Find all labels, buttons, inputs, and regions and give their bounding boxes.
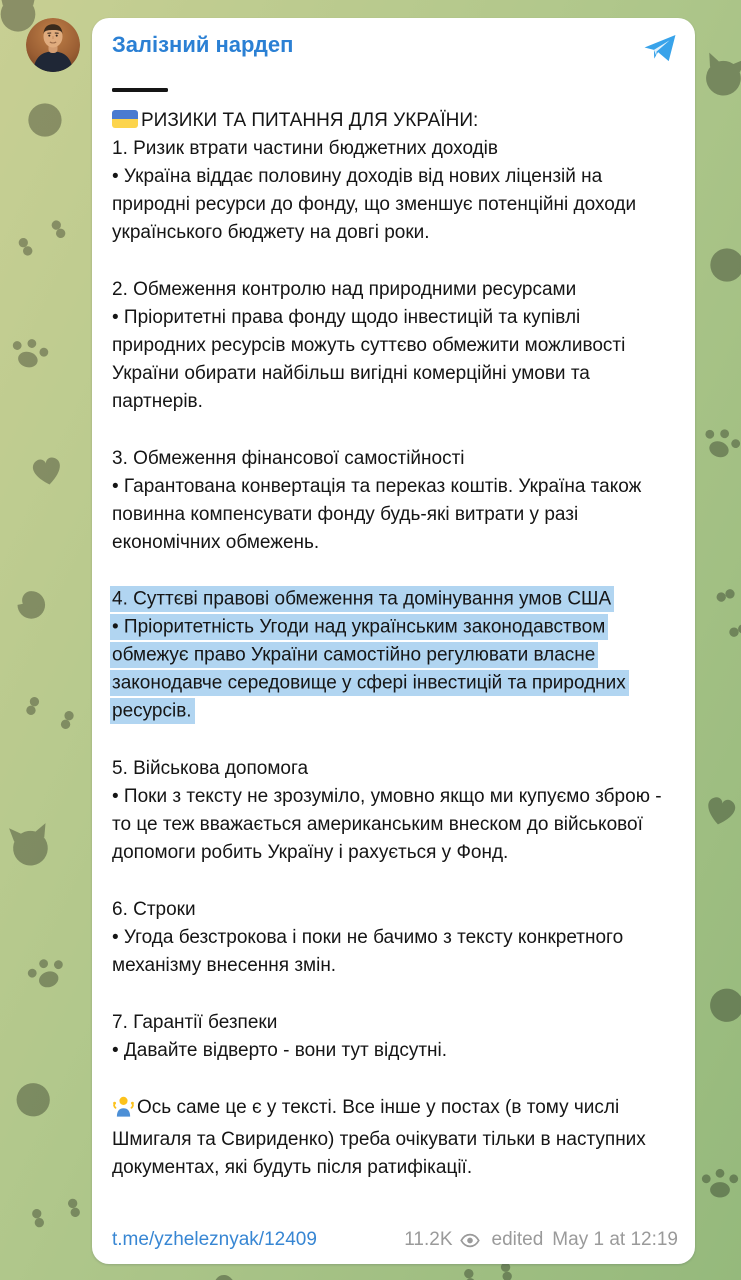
message-title-text: РИЗИКИ ТА ПИТАННЯ ДЛЯ УКРАЇНИ:	[141, 109, 479, 131]
views-count: 11.2K	[404, 1229, 453, 1250]
section-bullet: • Давайте відверто - вони тут відсутні.	[112, 1039, 448, 1061]
message-divider-dash	[112, 88, 168, 92]
message-section-7	[112, 1009, 678, 1065]
closing-paragraph	[112, 1094, 678, 1182]
section-heading: 5. Військова допомога	[112, 757, 309, 779]
doodle-bone-icon	[19, 690, 81, 735]
message-section-5	[112, 755, 678, 867]
doodle-bone-icon	[26, 1193, 87, 1233]
message-section-3	[112, 445, 678, 557]
doodle-paw-icon	[694, 414, 741, 469]
ukraine-flag-emoji	[112, 110, 138, 128]
doodle-cat-icon	[1, 817, 59, 874]
message-section-4-highlighted	[112, 586, 678, 726]
section-bullet: • Гарантована конвертація та переказ коштів. Україна також повинна компенсувати фонду будь-які витрати у разі економічних обмежень.	[112, 475, 642, 553]
doodle-swirl-icon	[6, 575, 52, 621]
section-bullet: • Пріоритетні права фонду щодо інвестицій та купівлі природних ресурсів можуть суттєво обмежити можливості України обирати найбільш вигідні комерційні умови та партнерів.	[112, 306, 626, 412]
doodle-cat-icon	[694, 46, 741, 104]
section-heading: 1. Ризик втрати частини бюджетних доходів	[112, 137, 498, 159]
section-heading: 6. Строки	[112, 898, 196, 920]
doodle-bone-icon	[710, 582, 741, 644]
message-header	[112, 32, 678, 68]
doodle-yarn-icon	[3, 1070, 65, 1132]
section-bullet: • Поки з тексту не зрозуміло, умовно якщо ми купуємо зброю - то це теж вважається американським внеском до військової допомоги робить Україну і рахується у Фонд.	[112, 785, 662, 863]
person-shrugging-emoji	[112, 1095, 135, 1126]
doodle-paw-icon	[19, 944, 74, 998]
doodle-paw-icon	[4, 325, 57, 376]
closing-text: Ось саме це є у тексті. Все інше у постах (в тому числі Шмигаля та Свириденко) треба очікувати тільки в наступних документах, які будуть після ратифікації.	[112, 1096, 646, 1178]
edited-label: edited	[491, 1229, 544, 1250]
channel-name[interactable]: Залізний нардеп	[112, 32, 294, 57]
views-eye-icon	[460, 1233, 480, 1248]
channel-avatar-photo[interactable]	[26, 18, 80, 72]
timestamp: May 1 at 12:19	[552, 1229, 678, 1250]
doodle-paw-icon	[698, 1160, 741, 1202]
message-bubble	[92, 18, 695, 1264]
doodle-heart-icon	[696, 786, 741, 834]
section-heading: 3. Обмеження фінансової самостійності	[112, 447, 465, 469]
doodle-yarn-icon	[702, 240, 741, 292]
message-meta	[404, 1229, 678, 1251]
doodle-bone-icon	[11, 213, 73, 262]
section-bullet: • Україна віддає половину доходів від нових ліцензій на природні ресурси до фонду, що зменшує потенційні доходи українського бюджету на довгі роки.	[112, 165, 637, 243]
message-section-6	[112, 896, 678, 980]
message-title	[112, 107, 678, 135]
doodle-heart-icon	[23, 447, 71, 494]
section-heading: 2. Обмеження контролю над природними ресурсами	[112, 278, 577, 300]
doodle-yarn-icon	[20, 95, 72, 147]
section-heading: 4. Суттєві правові обмеження та домінування умов США	[112, 586, 678, 614]
telegram-plane-icon[interactable]	[643, 34, 677, 68]
message-section-2	[112, 276, 678, 416]
message-section-1	[112, 135, 678, 247]
section-bullet: • Угода безстрокова і поки не бачимо з тексту конкретного механізму внесення змін.	[112, 926, 624, 976]
section-heading: 7. Гарантії безпеки	[112, 1011, 278, 1033]
doodle-yarn-icon	[696, 974, 741, 1037]
post-link[interactable]: t.me/yzheleznyak/12409	[112, 1229, 317, 1250]
section-bullet: • Пріоритетність Угоди над українським законодавством обмежує право України самостійно регулювати власне законодавче середовище у сфері інвестицій та природних ресурсів.	[112, 614, 678, 726]
message-footer	[112, 1229, 678, 1251]
